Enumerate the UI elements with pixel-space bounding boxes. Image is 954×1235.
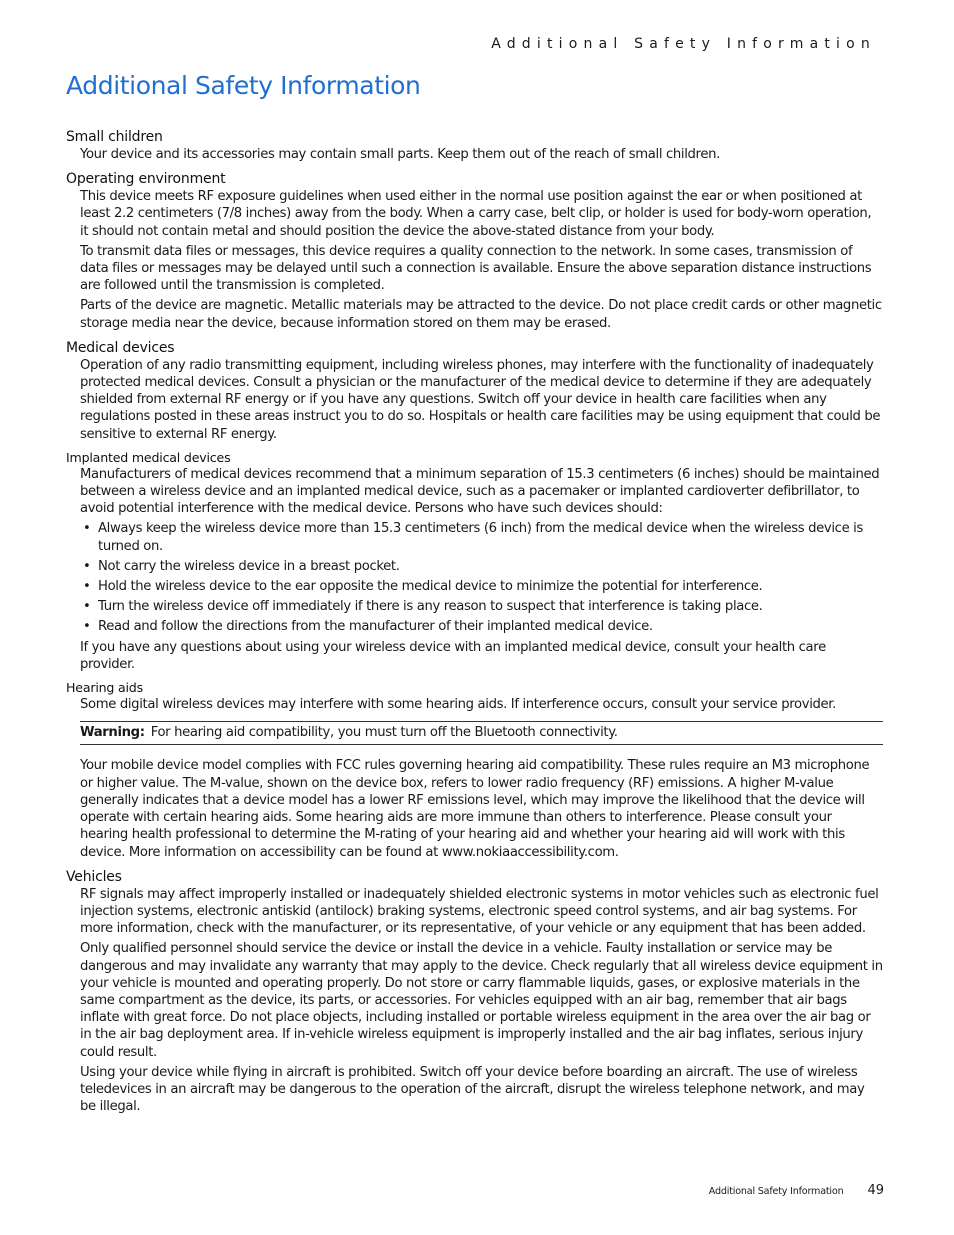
paragraph: Only qualified personnel should service the device or install the device in a vehicle. Faulty installation or service may be dangerous and may invalidate any warranty that may apply to the device. Check regularly that all wireless device equipment in your vehicle is mounted and operating properly. Do not store or carry flammable liquids, gases, or explosive materials in the same compartment as the device, its parts, or accessories. For vehicles equipped with an air bag, remember that air bags inflate with great force. Do not place objects, including installed or portable wireless equipment in the area over the air bag or in the air bag deployment area. If in-vehicle wireless equipment is improperly installed and the air bag inflates, serious injury could result. (80, 941, 883, 1060)
page-title: Additional Safety Information (66, 71, 421, 100)
paragraph: Using your device while flying in aircraft is prohibited. Switch off your device before boarding an aircraft. The use of wireless teledevices in an aircraft may be dangerous to the operation of the aircraft, disrupt the wireless telephone network, and may be illegal. (80, 1064, 865, 1115)
bullet-list (80, 520, 883, 635)
paragraph: Your mobile device model complies with FCC rules governing hearing aid compatibility. These rules require an M3 microphone or higher value. The M-value, shown on the device box, refers to lower radio frequency (RF) emissions. A higher M-value generally indicates that a device model has a lower RF emissions level, which may improve the likelihood that the device will operate with certain hearing aids. Some hearing aids are more immune than others to interference. Please consult your hearing health professional to determine the M-rating of your hearing aid and whether your hearing aid will work with this device. More information on accessibility can be found at www.nokiaaccessibility.com. (80, 758, 870, 860)
bullet-icon: • (83, 521, 91, 537)
paragraph: This device meets RF exposure guidelines when used either in the normal use position against the ear or when positioned at least 2.2 centimeters (7/8 inches) away from the body. When a carry case, belt clip, or holder is used for body-worn operation, it should not contain metal and should position the device the above-stated distance from your body. (80, 189, 872, 239)
paragraph: If you have any questions about using your wireless device with an implanted medical device, consult your health care provider. (80, 639, 826, 672)
subsection-heading-hearing-aids: Hearing aids (66, 680, 143, 696)
list-item (80, 520, 883, 554)
list-item (80, 558, 883, 575)
warning-note (80, 721, 883, 745)
section-heading-small-children: Small children (66, 129, 163, 145)
list-item (80, 618, 883, 635)
list-item-text: Read and follow the directions from the manufacturer of their implanted medical device. (98, 619, 653, 635)
paragraph: Your device and its accessories may contain small parts. Keep them out of the reach of small children. (80, 147, 720, 162)
paragraph: RF signals may affect improperly installed or inadequately shielded electronic systems in motor vehicles such as electronic fuel injection systems, electronic antiskid (antilock) braking systems, electronic speed control systems, and air bag systems. For more information, check with the manufacturer, or its representative, of your vehicle or any equipment that has been added. (80, 886, 879, 937)
warning-text: For hearing aid compatibility, you must turn off the Bluetooth connectivity. (150, 725, 618, 741)
list-item (80, 578, 883, 595)
bullet-icon: • (83, 558, 91, 574)
subsection-heading-implanted-medical-devices: Implanted medical devices (66, 449, 231, 465)
section-heading-vehicles: Vehicles (66, 868, 122, 885)
warning-label: Warning: (80, 725, 145, 741)
bullet-icon: • (83, 599, 91, 615)
paragraph: Operation of any radio transmitting equipment, including wireless phones, may interfere with the functionality of inadequately protected medical devices. Consult a physician or the manufacturer of the medical device to determine if they are adequately shielded from external RF energy or if you have any questions. Switch off your device in health care facilities when any regulations posted in these areas instruct you to do so. Hospitals or health care facilities may be using equipment that could be sensitive to external RF energy. (80, 357, 881, 442)
paragraph: To transmit data files or messages, this device requires a quality connection to the network. In some cases, transmission of data files or messages may be delayed until such a connection is available. Ensure the above separation distance instructions are followed until the transmission is completed. (80, 243, 872, 294)
paragraph: Manufacturers of medical devices recommend that a minimum separation of 15.3 centimeters (6 inches) should be maintained between a wireless device and an implanted medical device, such as a pacemaker or implanted cardioverter defibrillator, to avoid potential interference with the medical device. Persons who have such devices should: (80, 466, 880, 517)
page-content (66, 128, 883, 1118)
footer-section-name: Additional Safety Information (708, 1186, 844, 1197)
list-item (80, 598, 883, 615)
page-footer (709, 1183, 884, 1198)
list-item-text: Hold the wireless device to the ear opposite the medical device to minimize the potential for interference. (98, 579, 763, 595)
page-number: 49 (867, 1183, 884, 1198)
paragraph: Parts of the device are magnetic. Metallic materials may be attracted to the device. Do not place credit cards or other magnetic storage media near the device, because information stored on them may be erased. (80, 298, 882, 331)
section-heading-medical-devices: Medical devices (66, 339, 175, 356)
list-item-text: Always keep the wireless device more than 15.3 centimeters (6 inch) from the medical device when the wireless device is turned on. (98, 521, 864, 554)
running-header: Additional Safety Information (491, 36, 876, 52)
bullet-icon: • (83, 619, 91, 635)
paragraph: Some digital wireless devices may interfere with some hearing aids. If interference occurs, consult your service provider. (80, 697, 836, 713)
section-heading-operating-environment: Operating environment (66, 171, 226, 188)
list-item-text: Turn the wireless device off immediately if there is any reason to suspect that interference is taking place. (98, 599, 763, 615)
bullet-icon: • (83, 579, 91, 595)
list-item-text: Not carry the wireless device in a breast pocket. (98, 558, 400, 574)
